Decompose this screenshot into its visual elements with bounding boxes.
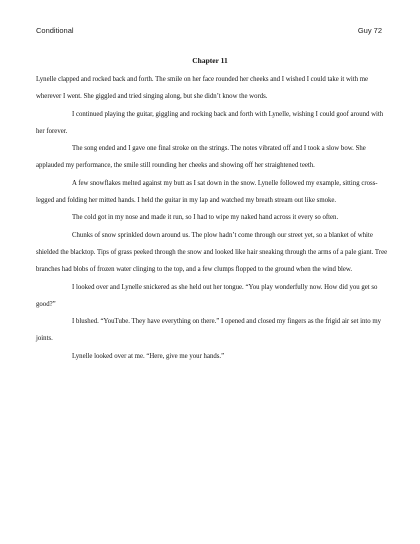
- running-header-page-number: Guy 72: [357, 26, 382, 35]
- paragraph: A few snowflakes melted against my butt as I sat down in the snow. Lynelle followed my example, sitting cross-legged and folding her mitted hands. I held the guitar in my lap and watched my breath stream out like smoke.: [36, 179, 378, 205]
- paragraph: I looked over and Lynelle snickered as she held out her tongue. “You play wonderfully now. How did you get so good?”: [36, 283, 378, 308]
- body-text: [36, 71, 388, 365]
- paragraph: I blushed. “YouTube. They have everything on there.” I opened and closed my fingers as the frigid air set into my joints.: [36, 318, 382, 343]
- paragraph: The cold got in my nose and made it run, so I had to wipe my naked hand across it every so often.: [72, 214, 339, 222]
- paragraph: Lynelle clapped and rocked back and forth. The smile on her face rounded her cheeks and I wished I could take it with me wherever I went. She giggled and tried singing along, but she didn’t know the words.: [36, 76, 369, 101]
- paragraph: The song ended and I gave one final stroke on the strings. The notes vibrated off and I took a slow bow. She applauded my performance, the smile still rounding her cheeks and showing off her straightened teeth.: [36, 145, 366, 170]
- paragraph: Lynelle looked over at me. “Here, give me your hands.”: [72, 352, 225, 360]
- paragraph: Chunks of snow sprinkled down around us. The plow hadn’t come through our street yet, so a blanket of white shielded the blacktop. Tips of grass peeked through the snow and looked like hair sneaking through the arms of a pale giant. Tree branches had blobs of frozen water clinging to the top, and a few clumps flopped to the ground when the wind blew.: [36, 231, 388, 274]
- chapter-title: Chapter 11: [192, 56, 228, 65]
- running-header-title: Conditional: [36, 26, 74, 35]
- paragraph: I continued playing the guitar, giggling and rocking back and forth with Lynelle, wishing I could goof around with her forever.: [36, 110, 384, 135]
